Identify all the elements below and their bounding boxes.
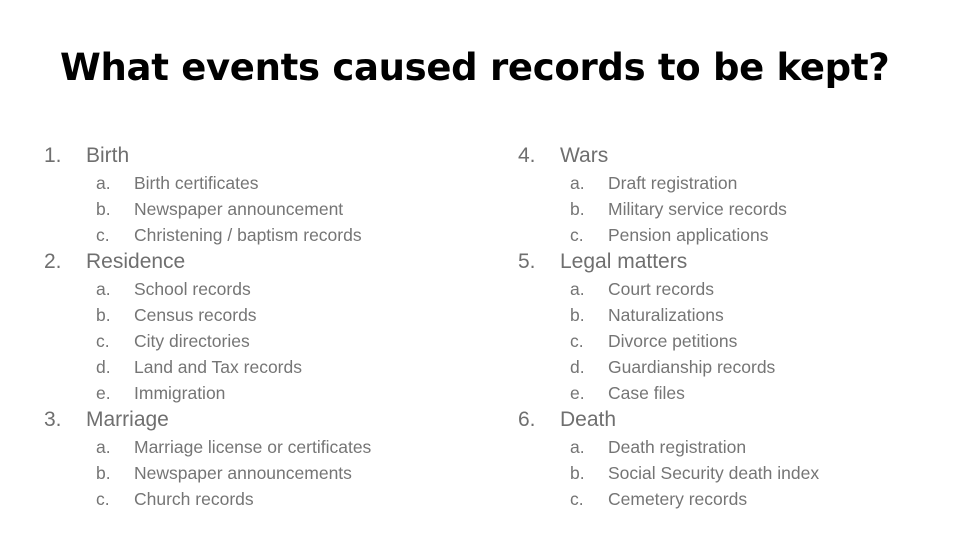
list-item [518, 276, 938, 302]
item-label: Court records [608, 279, 715, 299]
sub-list [518, 434, 938, 512]
list-item [518, 354, 938, 380]
section-label: Death [560, 408, 617, 431]
item-letter: b. [570, 463, 585, 483]
sub-list [44, 170, 464, 248]
item-letter: c. [96, 225, 110, 245]
list-item [44, 486, 464, 512]
item-label: Military service records [608, 199, 787, 219]
item-letter: e. [96, 383, 111, 403]
list-section [44, 406, 464, 512]
section-heading [518, 406, 938, 434]
item-letter: b. [570, 305, 585, 325]
section-heading [44, 142, 464, 170]
section-number: 2. [44, 250, 62, 273]
list-item [518, 196, 938, 222]
item-label: Census records [134, 305, 257, 325]
item-label: Church records [134, 489, 254, 509]
section-label: Birth [86, 144, 130, 167]
section-number: 5. [518, 250, 536, 273]
item-label: School records [134, 279, 251, 299]
item-label: Newspaper announcements [134, 463, 352, 483]
item-letter: a. [570, 437, 585, 457]
list-item [518, 170, 938, 196]
right-column [518, 142, 938, 512]
list-item [44, 302, 464, 328]
item-label: Immigration [134, 383, 226, 403]
item-letter: c. [96, 331, 110, 351]
list-item [44, 222, 464, 248]
list-item [518, 380, 938, 406]
item-label: Christening / baptism records [134, 225, 362, 245]
list-item [518, 302, 938, 328]
item-letter: a. [96, 437, 111, 457]
item-label: Marriage license or certificates [134, 437, 372, 457]
item-letter: b. [570, 199, 585, 219]
list-item [518, 460, 938, 486]
item-label: Guardianship records [608, 357, 776, 377]
item-letter: c. [570, 331, 584, 351]
sub-list [518, 170, 938, 248]
item-label: Case files [608, 383, 685, 403]
section-label: Residence [86, 250, 186, 273]
section-heading [44, 248, 464, 276]
sub-list [518, 276, 938, 406]
list-section [44, 248, 464, 406]
list-section [518, 142, 938, 248]
sub-list [44, 434, 464, 512]
list-item [518, 222, 938, 248]
item-label: Social Security death index [608, 463, 820, 483]
list-item [44, 328, 464, 354]
list-item [518, 328, 938, 354]
section-number: 1. [44, 144, 62, 167]
item-label: Land and Tax records [134, 357, 302, 377]
item-letter: b. [96, 305, 111, 325]
section-label: Wars [560, 144, 609, 167]
list-item [518, 486, 938, 512]
item-letter: d. [570, 357, 585, 377]
slide-title: What events caused records to be kept? [60, 46, 890, 89]
list-item [44, 434, 464, 460]
item-label: Death registration [608, 437, 747, 457]
item-letter: a. [570, 279, 585, 299]
list-section [518, 406, 938, 512]
section-heading [44, 406, 464, 434]
left-column [44, 142, 464, 512]
item-label: City directories [134, 331, 250, 351]
list-item [44, 460, 464, 486]
section-number: 6. [518, 408, 536, 431]
list-item [44, 276, 464, 302]
item-label: Naturalizations [608, 305, 724, 325]
item-letter: b. [96, 463, 111, 483]
section-heading [518, 248, 938, 276]
item-letter: c. [570, 489, 584, 509]
item-label: Newspaper announcement [134, 199, 344, 219]
list-item [44, 380, 464, 406]
item-label: Birth certificates [134, 173, 259, 193]
item-letter: d. [96, 357, 111, 377]
item-label: Pension applications [608, 225, 769, 245]
list-section [44, 142, 464, 248]
list-item [44, 196, 464, 222]
item-label: Cemetery records [608, 489, 748, 509]
section-number: 4. [518, 144, 536, 167]
section-number: 3. [44, 408, 62, 431]
item-letter: a. [96, 173, 111, 193]
item-letter: b. [96, 199, 111, 219]
item-letter: c. [96, 489, 110, 509]
item-label: Draft registration [608, 173, 738, 193]
list-item [518, 434, 938, 460]
list-section [518, 248, 938, 406]
item-letter: a. [96, 279, 111, 299]
list-item [44, 170, 464, 196]
item-letter: e. [570, 383, 585, 403]
sub-list [44, 276, 464, 406]
item-label: Divorce petitions [608, 331, 738, 351]
section-label: Marriage [86, 408, 169, 431]
item-letter: a. [570, 173, 585, 193]
list-item [44, 354, 464, 380]
section-label: Legal matters [560, 250, 688, 273]
section-heading [518, 142, 938, 170]
item-letter: c. [570, 225, 584, 245]
